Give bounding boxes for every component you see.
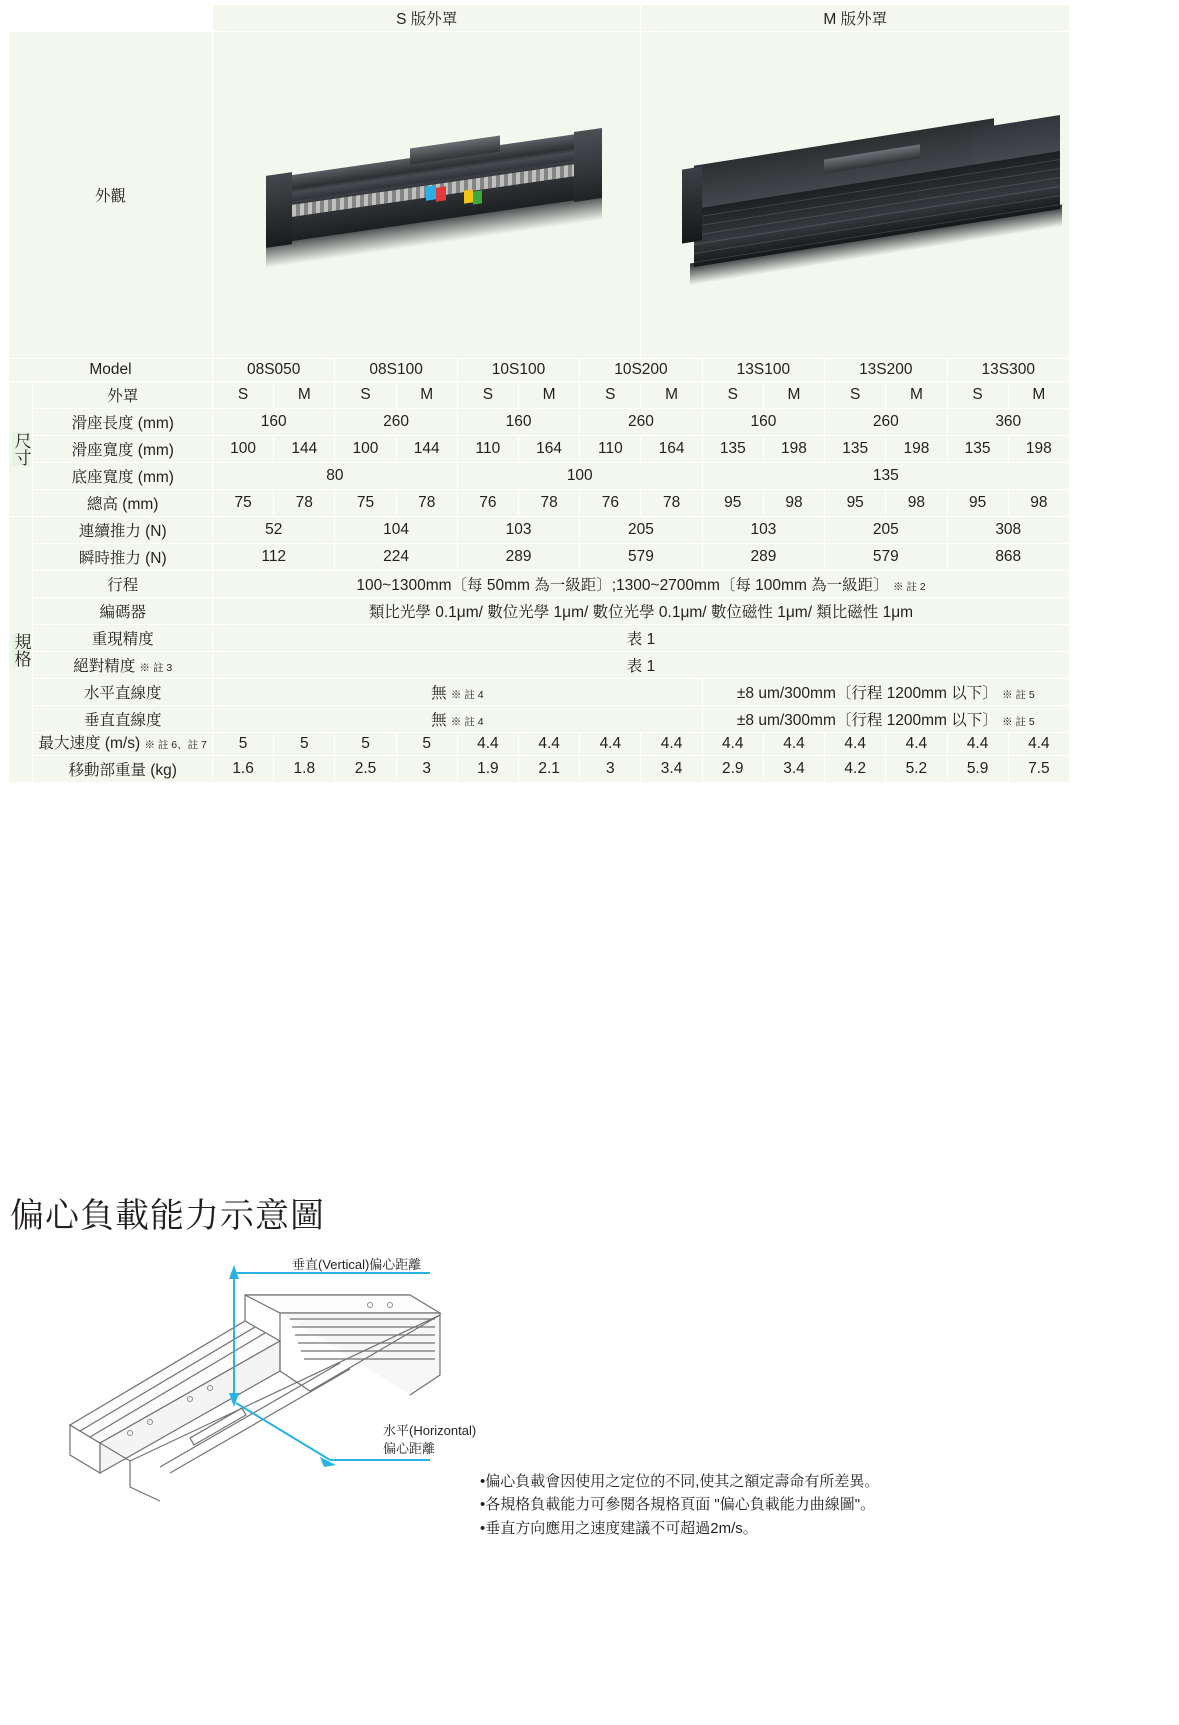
row-label-base-width: 底座寬度 (mm) [33, 463, 213, 490]
max-speed-value: 4.4 [702, 733, 763, 756]
moving-mass-value: 2.9 [702, 756, 763, 783]
cover-cell: M [763, 382, 824, 409]
max-speed-value: 5 [213, 733, 274, 756]
horizontal-eccentric-label-1: 水平(Horizontal) [383, 1423, 477, 1438]
row-label-peak-force: 瞬時推力 (N) [33, 544, 213, 571]
absolute-accuracy-label-text: 絕對精度 [73, 658, 136, 675]
moving-mass-value: 3 [580, 756, 641, 783]
total-height-value: 78 [274, 490, 335, 517]
max-speed-value: 4.4 [457, 733, 518, 756]
table-row [9, 32, 1070, 359]
total-height-value: 95 [825, 490, 886, 517]
eccentric-load-diagram [40, 1255, 510, 1505]
row-label-total-height: 總高 (mm) [33, 490, 213, 517]
max-speed-value: 4.4 [947, 733, 1008, 756]
table-row [9, 571, 1070, 598]
slider-length-value: 160 [457, 409, 579, 436]
slider-width-value: 110 [580, 436, 641, 463]
horizontal-straightness-left-text: 無 [431, 685, 447, 702]
slider-length-value: 260 [580, 409, 702, 436]
encoder-value: 類比光學 0.1μm/ 數位光學 1μm/ 數位光學 0.1μm/ 數位磁性 1μm/ 類比磁性 1μm [213, 598, 1070, 625]
row-label-repeatability: 重現精度 [33, 625, 213, 652]
peak-force-value: 868 [947, 544, 1070, 571]
vertical-straightness-left [213, 706, 703, 733]
cont-force-value: 52 [213, 517, 335, 544]
row-label-encoder: 編碼器 [33, 598, 213, 625]
max-speed-value: 4.4 [886, 733, 947, 756]
peak-force-value: 112 [213, 544, 335, 571]
max-speed-note: ※ 註 6、註 7 [144, 739, 207, 752]
stroke-note: ※ 註 2 [892, 581, 926, 593]
total-height-value: 76 [580, 490, 641, 517]
cont-force-value: 104 [335, 517, 457, 544]
cont-force-value: 103 [457, 517, 579, 544]
stroke-value [213, 571, 1070, 598]
slider-length-value: 260 [335, 409, 457, 436]
cover-cell: M [396, 382, 457, 409]
slider-width-value: 110 [457, 436, 518, 463]
side-label-dimension-text: 尺寸 [11, 432, 31, 466]
slider-length-value: 160 [213, 409, 335, 436]
photo-m-version [641, 32, 1070, 359]
table-row [9, 5, 1070, 32]
max-speed-value: 4.4 [641, 733, 702, 756]
cover-cell: S [580, 382, 641, 409]
slider-width-value: 198 [886, 436, 947, 463]
moving-mass-value: 5.2 [886, 756, 947, 783]
peak-force-value: 579 [580, 544, 702, 571]
model-08S050: 08S050 [213, 359, 335, 382]
model-13S300: 13S300 [947, 359, 1070, 382]
note-item: •垂直方向應用之速度建議不可超過2m/s。 [480, 1519, 758, 1537]
max-speed-value: 4.4 [763, 733, 824, 756]
eccentric-load-svg [40, 1255, 510, 1505]
peak-force-value: 289 [702, 544, 824, 571]
table-row [9, 382, 1070, 409]
page-title: 偏心負載能力示意圖 [10, 1197, 325, 1235]
specification-table-container [8, 4, 1070, 783]
header-s-cover: S 版外罩 [213, 5, 641, 32]
max-speed-label-text: 最大速度 (m/s) [38, 735, 141, 753]
absolute-accuracy-value: 表 1 [213, 652, 1070, 679]
cont-force-value: 103 [702, 517, 824, 544]
model-08S100: 08S100 [335, 359, 457, 382]
moving-mass-value: 5.9 [947, 756, 1008, 783]
table-row [9, 436, 1070, 463]
vertical-straightness-right [702, 706, 1069, 733]
vertical-eccentric-label: 垂直(Vertical)偏心距離 [292, 1257, 422, 1272]
slider-width-value: 135 [947, 436, 1008, 463]
moving-mass-value: 3.4 [641, 756, 702, 783]
total-height-value: 95 [702, 490, 763, 517]
base-width-value: 80 [213, 463, 458, 490]
cover-cell: S [335, 382, 396, 409]
cover-cell: S [213, 382, 274, 409]
model-13S200: 13S200 [825, 359, 947, 382]
total-height-value: 76 [457, 490, 518, 517]
horizontal-straightness-left [213, 679, 703, 706]
slider-width-value: 164 [519, 436, 580, 463]
header-m-cover: M 版外罩 [641, 5, 1070, 32]
row-label-model: Model [9, 359, 213, 382]
table-row [9, 733, 1070, 756]
total-height-value: 98 [1008, 490, 1069, 517]
total-height-value: 95 [947, 490, 1008, 517]
side-label-spec [9, 517, 33, 783]
max-speed-value: 4.4 [1008, 733, 1069, 756]
slider-length-value: 260 [825, 409, 947, 436]
moving-mass-value: 2.5 [335, 756, 396, 783]
horizontal-straightness-right-note: ※ 註 5 [1002, 689, 1035, 701]
horizontal-eccentric-label-2: 偏心距離 [383, 1441, 436, 1456]
m-version-drawing [642, 34, 1068, 356]
max-speed-value: 5 [335, 733, 396, 756]
slider-width-value: 135 [825, 436, 886, 463]
horizontal-straightness-right [702, 679, 1069, 706]
row-label-stroke: 行程 [33, 571, 213, 598]
moving-mass-value: 7.5 [1008, 756, 1069, 783]
photo-s-version [213, 32, 641, 359]
slider-length-value: 360 [947, 409, 1070, 436]
vertical-straightness-left-note: ※ 註 4 [450, 716, 484, 728]
slider-width-value: 100 [213, 436, 274, 463]
cover-cell: S [825, 382, 886, 409]
moving-mass-value: 3 [396, 756, 457, 783]
max-speed-value: 4.4 [519, 733, 580, 756]
moving-mass-value: 3.4 [763, 756, 824, 783]
specification-table [8, 4, 1070, 783]
table-row [9, 756, 1070, 783]
base-width-value: 135 [702, 463, 1069, 490]
cover-cell: S [947, 382, 1008, 409]
row-label-cover: 外罩 [33, 382, 213, 409]
cover-cell: M [641, 382, 702, 409]
empty-corner [9, 5, 213, 32]
moving-mass-value: 1.6 [213, 756, 274, 783]
note-item: •各規格負載能力可參閱各規格頁面 "偏心負載能力曲線圖"。 [480, 1496, 876, 1514]
horizontal-straightness-left-note: ※ 註 4 [450, 689, 484, 701]
slider-width-value: 144 [396, 436, 457, 463]
model-10S100: 10S100 [457, 359, 579, 382]
row-label-cont-force: 連續推力 (N) [33, 517, 213, 544]
total-height-value: 98 [886, 490, 947, 517]
cover-cell: M [274, 382, 335, 409]
total-height-value: 78 [396, 490, 457, 517]
side-label-dimension [9, 382, 33, 517]
slider-width-value: 144 [274, 436, 335, 463]
table-row [9, 409, 1070, 436]
table-row [9, 625, 1070, 652]
eccentric-load-notes [480, 1470, 879, 1540]
moving-mass-value: 1.8 [274, 756, 335, 783]
peak-force-value: 289 [457, 544, 579, 571]
table-row [9, 706, 1070, 733]
total-height-value: 75 [213, 490, 274, 517]
row-label-absolute-accuracy [33, 652, 213, 679]
cover-cell: M [1008, 382, 1069, 409]
table-row [9, 517, 1070, 544]
total-height-value: 75 [335, 490, 396, 517]
table-row [9, 598, 1070, 625]
side-label-spec-text: 規格 [11, 632, 31, 667]
table-row [9, 359, 1070, 382]
model-13S100: 13S100 [702, 359, 824, 382]
cont-force-value: 205 [580, 517, 702, 544]
table-row [9, 544, 1070, 571]
vertical-straightness-right-note: ※ 註 5 [1002, 716, 1035, 728]
row-label-max-speed [33, 733, 213, 756]
row-label-horizontal-straightness: 水平直線度 [33, 679, 213, 706]
row-label-slider-width: 滑座寬度 (mm) [33, 436, 213, 463]
cont-force-value: 308 [947, 517, 1070, 544]
peak-force-value: 224 [335, 544, 457, 571]
cover-cell: M [519, 382, 580, 409]
horizontal-straightness-right-text: ±8 um/300mm〔行程 1200mm 以下〕 [736, 685, 998, 702]
repeatability-value: 表 1 [213, 625, 1070, 652]
max-speed-value: 5 [396, 733, 457, 756]
table-row [9, 652, 1070, 679]
slider-width-value: 164 [641, 436, 702, 463]
total-height-value: 98 [763, 490, 824, 517]
table-row [9, 463, 1070, 490]
base-width-value: 100 [457, 463, 702, 490]
row-label-appearance: 外觀 [9, 32, 213, 359]
row-label-slider-length: 滑座長度 (mm) [33, 409, 213, 436]
moving-mass-value: 1.9 [457, 756, 518, 783]
s-version-drawing [214, 34, 639, 356]
total-height-value: 78 [641, 490, 702, 517]
max-speed-value: 5 [274, 733, 335, 756]
table-row [9, 679, 1070, 706]
absolute-accuracy-note: ※ 註 3 [139, 662, 173, 674]
moving-mass-value: 2.1 [519, 756, 580, 783]
total-height-value: 78 [519, 490, 580, 517]
row-label-moving-mass: 移動部重量 (kg) [33, 756, 213, 783]
slider-width-value: 100 [335, 436, 396, 463]
cover-cell: S [457, 382, 518, 409]
slider-length-value: 160 [702, 409, 824, 436]
slider-width-value: 198 [1008, 436, 1069, 463]
peak-force-value: 579 [825, 544, 947, 571]
max-speed-value: 4.4 [580, 733, 641, 756]
cover-cell: S [702, 382, 763, 409]
slider-width-value: 135 [702, 436, 763, 463]
model-10S200: 10S200 [580, 359, 702, 382]
vertical-straightness-right-text: ±8 um/300mm〔行程 1200mm 以下〕 [736, 712, 998, 729]
vertical-straightness-left-text: 無 [431, 712, 447, 729]
cover-cell: M [886, 382, 947, 409]
note-item: •偏心負載會因使用之定位的不同,使其之額定壽命有所差異。 [480, 1473, 880, 1490]
stroke-text: 100~1300mm〔每 50mm 為一級距〕;1300~2700mm〔每 100mm 為一級距〕 [356, 577, 889, 594]
table-row [9, 490, 1070, 517]
moving-mass-value: 4.2 [825, 756, 886, 783]
slider-width-value: 198 [763, 436, 824, 463]
row-label-vertical-straightness: 垂直直線度 [33, 706, 213, 733]
max-speed-value: 4.4 [825, 733, 886, 756]
cont-force-value: 205 [825, 517, 947, 544]
